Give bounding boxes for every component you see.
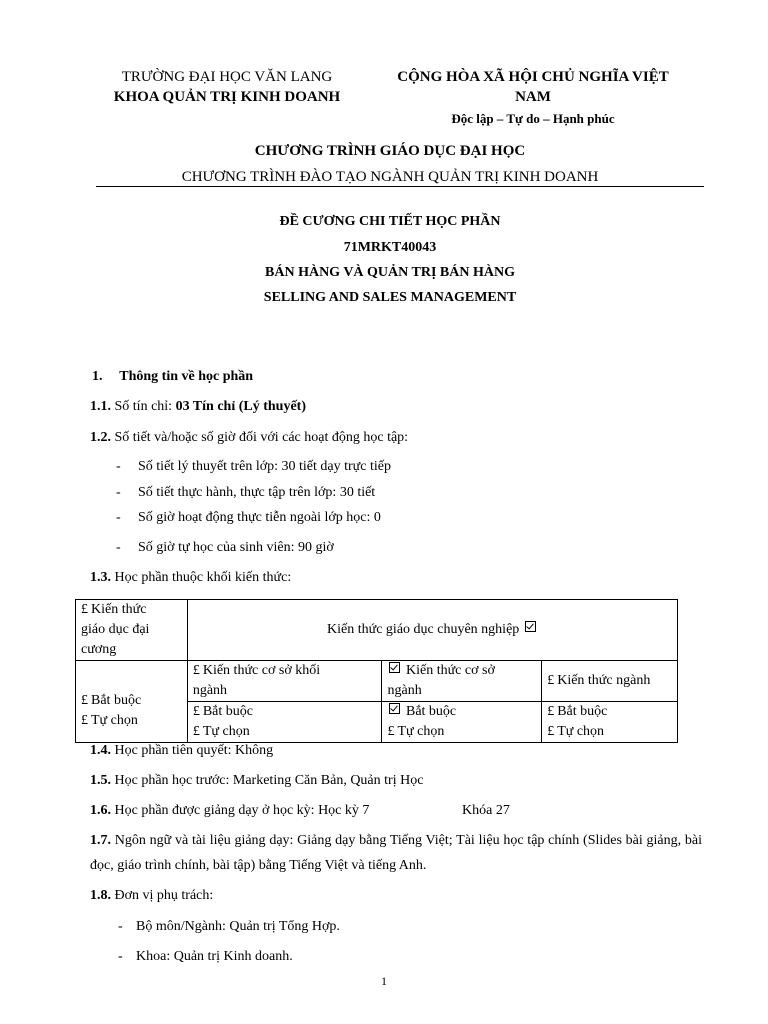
section-title: Thông tin về học phần — [119, 369, 254, 384]
hours-label: Số tiết và/hoặc số giờ đối với các hoạt động học tập: — [114, 430, 409, 445]
header-divider — [96, 186, 704, 187]
prior-course-line — [90, 773, 423, 789]
program-subtitle: CHƯƠNG TRÌNH ĐÀO TẠO NGÀNH QUẢN TRỊ KINH DOANH — [181, 169, 599, 185]
list-item: - Số tiết thực hành, thực tập trên lớp: 30 tiết — [116, 485, 376, 500]
cohort-text: Khóa 27 — [462, 803, 510, 818]
list-item: - Số tiết lý thuyết trên lớp: 30 tiết dạy trực tiếp — [116, 459, 391, 474]
section-number: 1. — [92, 369, 103, 384]
prerequisite-line — [90, 743, 273, 759]
list-item: - Số giờ tự học của sinh viên: 90 giờ — [116, 540, 334, 555]
responsible-unit-line — [90, 888, 213, 904]
item-number: 1.6. — [90, 803, 111, 818]
major-knowledge-cell: £ Kiến thức ngành — [542, 661, 678, 702]
course-name-en: SELLING AND SALES MANAGEMENT — [263, 290, 517, 305]
list-item: - Khoa: Quản trị Kinh doanh. — [118, 949, 293, 964]
professional-education-cell: Kiến thức giáo dục chuyên nghiệp — [187, 600, 677, 661]
prior-course-text: Học phần học trước: Marketing Căn Bản, Quản trị Học — [114, 773, 424, 788]
document-type-title: ĐỀ CƯƠNG CHI TIẾT HỌC PHẦN — [279, 214, 501, 229]
credits-label: Số tín chỉ: — [114, 399, 176, 414]
item-number: 1.2. — [90, 430, 111, 445]
prerequisite-text: Học phần tiên quyết: Không — [114, 743, 274, 758]
faculty-name: KHOA QUẢN TRỊ KINH DOANH — [113, 89, 341, 105]
general-options-cell: £ Bắt buộc £ Tự chọn — [76, 661, 188, 743]
institution-header — [82, 67, 372, 107]
checked-box-icon — [389, 662, 400, 673]
credits-line — [90, 399, 306, 415]
section-1-heading — [92, 369, 253, 385]
credits-value: 03 Tín chỉ (Lý thuyết) — [175, 399, 306, 414]
course-name-vi: BÁN HÀNG VÀ QUẢN TRỊ BÁN HÀNG — [265, 265, 515, 280]
general-education-cell: £ Kiến thức giáo dục đại cương — [76, 600, 188, 661]
base-major-options-cell: Bắt buộc £ Tự chọn — [382, 702, 542, 743]
semester-line — [90, 803, 369, 819]
checked-box-icon — [389, 703, 400, 714]
knowledge-block-line — [90, 570, 291, 586]
item-number: 1.3. — [90, 570, 111, 585]
course-code: 71MRKT40043 — [343, 240, 437, 255]
item-number: 1.7. — [90, 833, 111, 848]
knowledge-block-table — [75, 599, 678, 743]
item-number: 1.8. — [90, 888, 111, 903]
base-block-cell: £ Kiến thức cơ sở khối ngành — [187, 661, 382, 702]
list-item: - Bộ môn/Ngành: Quản trị Tổng Hợp. — [118, 919, 340, 934]
knowledge-block-label: Học phần thuộc khối kiến thức: — [114, 570, 292, 585]
major-options-cell: £ Bắt buộc £ Tự chọn — [542, 702, 678, 743]
hours-line — [90, 430, 408, 446]
republic-name-line2: NAM — [515, 89, 551, 105]
program-title: CHƯƠNG TRÌNH GIÁO DỤC ĐẠI HỌC — [254, 143, 526, 159]
base-block-options-cell: £ Bắt buộc £ Tự chọn — [187, 702, 382, 743]
republic-name-line1: CỘNG HÒA XÃ HỘI CHỦ NGHĨA VIỆT — [397, 69, 669, 85]
list-item: - Số giờ hoạt động thực tiễn ngoài lớp học: 0 — [116, 510, 381, 525]
item-number: 1.5. — [90, 773, 111, 788]
checked-box-icon — [525, 621, 536, 632]
university-name: TRƯỜNG ĐẠI HỌC VĂN LANG — [121, 69, 333, 85]
national-motto: Độc lập – Tự do – Hạnh phúc — [451, 111, 615, 126]
page-number: 1 — [381, 974, 387, 988]
item-number: 1.1. — [90, 399, 111, 414]
national-header — [378, 67, 688, 129]
item-number: 1.4. — [90, 743, 111, 758]
base-major-cell: Kiến thức cơ sở ngành — [382, 661, 542, 702]
language-materials-paragraph — [90, 828, 702, 878]
language-materials-text: Ngôn ngữ và tài liệu giảng dạy: Giảng dạy bằng Tiếng Việt; Tài liệu học tập chính (Slides bài giảng, bài đọc, giáo trình chính, bài tập) bằng Tiếng Việt và tiếng Anh. — [90, 833, 703, 873]
responsible-unit-label: Đơn vị phụ trách: — [114, 888, 214, 903]
semester-text: Học phần được giảng dạy ở học kỳ: Học kỳ 7 — [114, 803, 370, 818]
